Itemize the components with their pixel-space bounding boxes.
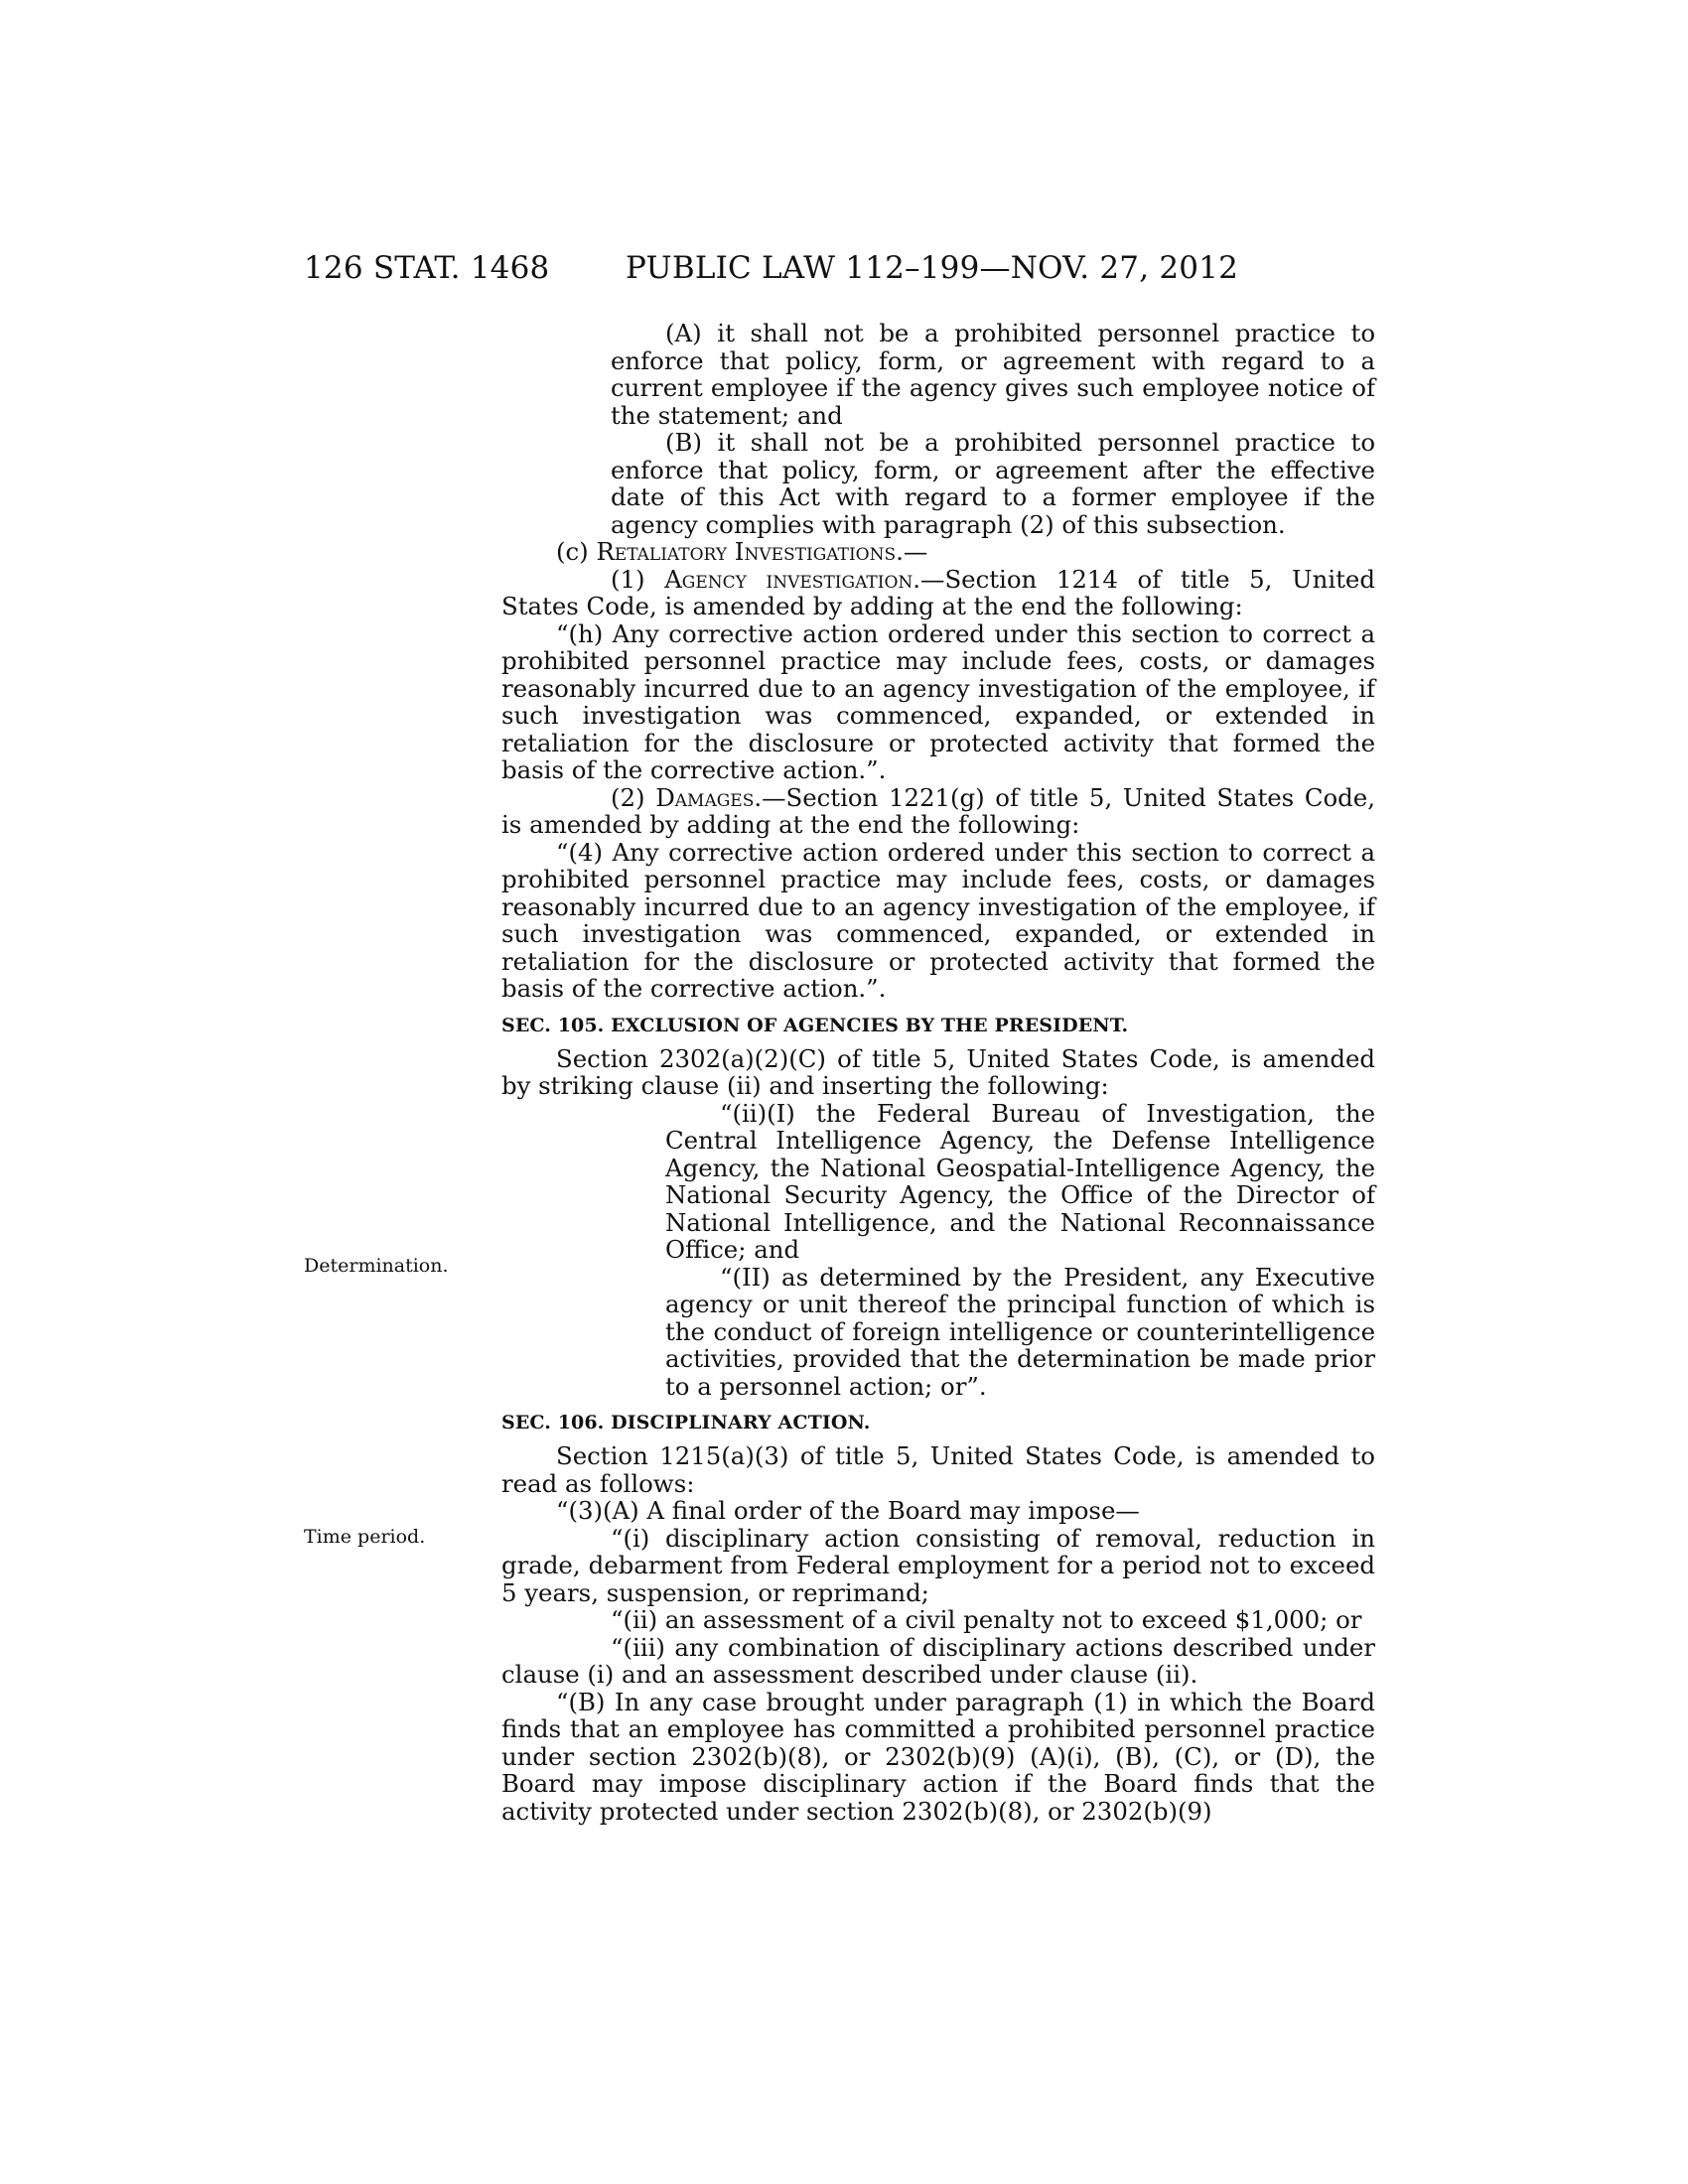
margin-note-time-period: Time period. xyxy=(304,1526,426,1548)
paragraph-2 xyxy=(501,784,1375,839)
section-105-text: Section 2302(a)(2)(C) of title 5, United States Code, is amended by striking clause (ii) and inserting the following: xyxy=(501,1043,1375,1100)
paragraph-1-number: (1) xyxy=(611,564,645,594)
subsection-c-title: Retaliatory Investigations.— xyxy=(596,537,928,566)
quoted-subsection-h: “(h) Any corrective action ordered under this section to correct a prohibited personnel practice may include fees, costs, or damages reasonably incurred due to an agency investigation of the employee, if such investigation was commenced, expanded, or extended in retaliation for the disclosure or protected activity that formed the basis of the corrective action.”. xyxy=(501,618,1375,784)
quoted-paragraph-4: “(4) Any corrective action ordered under this section to correct a prohibited personnel practice may include fees, costs, or damages reasonably incurred due to an agency investigation of the employee, if such investigation was commenced, expanded, or extended in retaliation for the disclosure or protected activity that formed the basis of the corrective action.”. xyxy=(501,837,1375,1003)
clause-ii-I: “(ii)(I) the Federal Bureau of Investigation, the Central Intelligence Agency, the Defense Intelligence Agency, the National Geospatial-Intelligence Agency, the National Security Agency, the Office of the Director of National Intelligence, and the National Reconnaissance Office; and xyxy=(665,1098,1375,1264)
quoted-3a: “(3)(A) A final order of the Board may impose— xyxy=(556,1496,1140,1525)
clause-block xyxy=(501,1100,1375,1401)
paragraph-2-number: (2) xyxy=(611,782,645,812)
subsection-c-number: (c) xyxy=(556,537,589,566)
paragraph-2-text: —Section 1221(g) of title 5, United States Code, is amended by adding at the end the following: xyxy=(501,782,1375,839)
quoted-clause-i: “(i) disciplinary action consisting of removal, reduction in grade, debarment from Federal employment for a period not to exceed 5 years, suspension, or reprimand; xyxy=(501,1523,1375,1607)
paragraph-2-title: Damages. xyxy=(655,782,763,812)
quoted-clause-iii: “(iii) any combination of disciplinary actions described under clause (i) and an assessment described under clause (ii). xyxy=(501,1632,1375,1689)
subsection-c-heading xyxy=(501,538,1375,566)
section-105-heading: SEC. 105. EXCLUSION OF AGENCIES BY THE PRESIDENT. xyxy=(501,1014,1129,1036)
subparagraph-a: (A) it shall not be a prohibited personnel practice to enforce that policy, form, or agreement with regard to a current employee if the agency gives such employee notice of the statement; and xyxy=(611,319,1375,430)
section-106-text: Section 1215(a)(3) of title 5, United States Code, is amended to read as follows: xyxy=(501,1441,1375,1498)
paragraph-1 xyxy=(501,566,1375,620)
body-text xyxy=(501,320,1375,1825)
section-106-heading: SEC. 106. DISCIPLINARY ACTION. xyxy=(501,1412,871,1433)
quoted-subparagraph-b: “(B) In any case brought under paragraph (1) in which the Board finds that an employee has committed a prohibited personnel practice under section 2302(b)(8), or 2302(b)(9) (A)(i), (B), (C), or (D), the Board may impose disciplinary action if the Board finds that the activity protected under section 2302(b)(8), or 2302(b)(9) xyxy=(501,1687,1375,1826)
clause-II: “(II) as determined by the President, any Executive agency or unit thereof the principal function of which is the conduct of foreign intelligence or counterintelligence activities, provided that the determination be made prior to a personnel action; or”. xyxy=(665,1262,1375,1401)
subparagraph-b: (B) it shall not be a prohibited personnel practice to enforce that policy, form, or agreement after the effective date of this Act with regard to a former employee if the agency complies with paragraph (2) of this subsection. xyxy=(611,428,1375,539)
paragraph-1-text: —Section 1214 of title 5, United States Code, is amended by adding at the end the following: xyxy=(501,564,1375,620)
page-header-title: PUBLIC LAW 112–199—NOV. 27, 2012 xyxy=(626,250,1239,286)
quoted-clause-ii: “(ii) an assessment of a civil penalty not to exceed $1,000; or xyxy=(611,1605,1362,1634)
page-header-stat: 126 STAT. 1468 xyxy=(304,250,550,286)
margin-note-determination: Determination. xyxy=(304,1255,449,1277)
paragraph-1-title: Agency investigation. xyxy=(664,564,921,594)
subparagraph-block xyxy=(501,320,1375,538)
